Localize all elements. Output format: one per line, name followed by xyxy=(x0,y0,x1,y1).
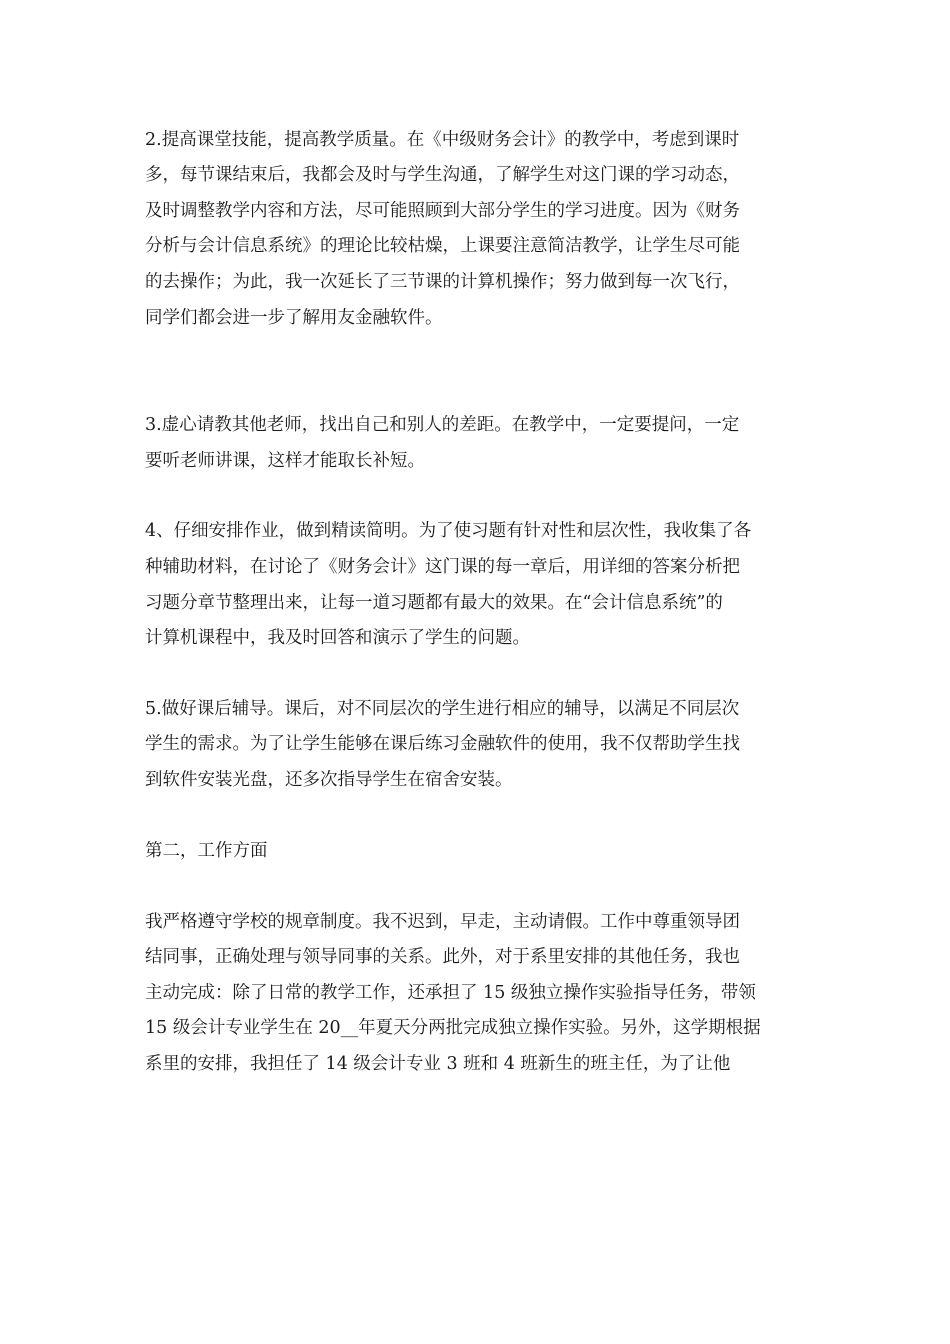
paragraph-line: 到软件安装光盘，还多次指导学生在宿舍安装。 xyxy=(145,770,513,790)
paragraph-line: 3.虚心请教其他老师，找出自己和别人的差距。在教学中，一定要提问，一定 xyxy=(145,415,740,435)
paragraph-line: 学生的需求。为了让学生能够在课后练习金融软件的使用，我不仅帮助学生找 xyxy=(145,734,740,754)
paragraph-line: 主动完成：除了日常的教学工作，还承担了 15 级独立操作实验指导任务，带领 xyxy=(145,983,756,1003)
paragraph-line: 种辅助材料，在讨论了《财务会计》这门课的每一章后，用详细的答案分析把 xyxy=(145,557,740,577)
paragraph-line: 2.提高课堂技能，提高教学质量。在《中级财务会计》的教学中，考虑到课时 xyxy=(145,130,740,150)
paragraph-line: 系里的安排，我担任了 14 级会计专业 3 班和 4 班新生的班主任，为了让他 xyxy=(145,1054,731,1074)
paragraph-line: 15 级会计专业学生在 20__年夏天分两批完成独立操作实验。另外，这学期根据 xyxy=(145,1018,761,1038)
paragraph-line: 结同事，正确处理与领导同事的关系。此外，对于系里安排的其他任务，我也 xyxy=(145,947,740,967)
paragraph-line: 要听老师讲课，这样才能取长补短。 xyxy=(145,451,425,471)
paragraph-line: 习题分章节整理出来，让每一道习题都有最大的效果。在“会计信息系统”的 xyxy=(145,593,723,613)
paragraph-line: 5.做好课后辅导。课后，对不同层次的学生进行相应的辅导，以满足不同层次 xyxy=(145,699,740,719)
paragraph-line: 多，每节课结束后，我都会及时与学生沟通，了解学生对这门课的学习动态， xyxy=(145,165,740,185)
paragraph-line: 同学们都会进一步了解用友金融软件。 xyxy=(145,308,443,328)
paragraph-line: 我严格遵守学校的规章制度。我不迟到，早走，主动请假。工作中尊重领导团 xyxy=(145,912,740,932)
paragraph-line: 及时调整教学内容和方法，尽可能照顾到大部分学生的学习进度。因为《财务 xyxy=(145,201,740,221)
paragraph-line: 4、仔细安排作业，做到精读简明。为了使习题有针对性和层次性，我收集了各 xyxy=(145,521,752,541)
section-heading: 第二，工作方面 xyxy=(145,841,268,861)
paragraph-line: 分析与会计信息系统》的理论比较枯燥，上课要注意简洁教学，让学生尽可能 xyxy=(145,236,740,256)
paragraph-line: 计算机课程中，我及时回答和演示了学生的问题。 xyxy=(145,628,530,648)
paragraph-line: 的去操作；为此，我一次延长了三节课的计算机操作；努力做到每一次飞行， xyxy=(145,272,740,292)
